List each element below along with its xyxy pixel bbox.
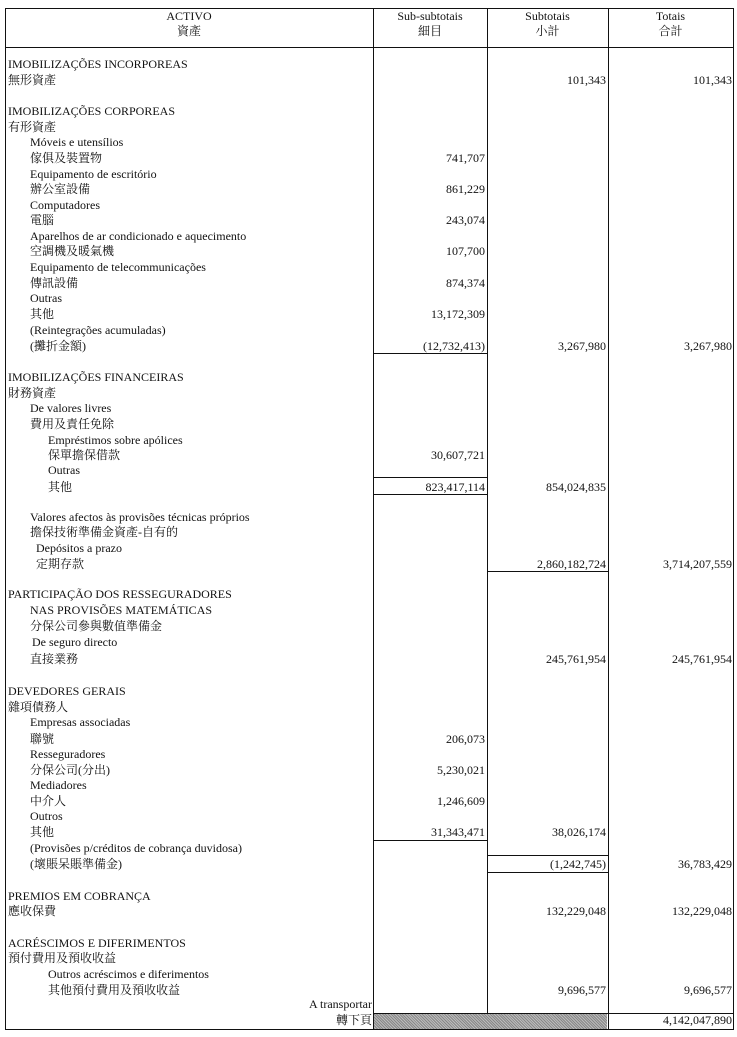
carry-forward-total: 4,142,047,890: [663, 1013, 732, 1027]
row-label: 預付費用及預收收益: [8, 951, 117, 965]
total-value: 245,761,954: [672, 652, 732, 666]
sum-rule: [373, 840, 487, 841]
subtotal-value: 245,761,954: [546, 652, 606, 666]
row-label: (Reintegrações acumuladas): [30, 323, 166, 337]
row-label: Depósitos a prazo: [36, 541, 122, 555]
row-label: 費用及責任免除: [30, 417, 115, 431]
row-label: 傢俱及裝置物: [30, 151, 103, 165]
header-sub-subtotais-zh: 細目: [417, 24, 442, 38]
row-label: De seguro directo: [32, 635, 118, 649]
row-label: Empresas associadas: [30, 715, 131, 729]
header-totais-zh: 合計: [658, 24, 683, 38]
header-subtotais-zh: 小計: [535, 24, 560, 38]
row-label: Outros: [30, 809, 63, 823]
table-border-left: [5, 8, 6, 1029]
column-divider: [373, 8, 374, 1029]
header-activo-zh: 資產: [176, 24, 201, 38]
sub-subtotal-value: 13,172,309: [431, 307, 485, 321]
sub-subtotal-value: 206,073: [446, 732, 485, 746]
row-label: 電腦: [30, 213, 55, 227]
header-totais: [608, 9, 733, 39]
row-label: (Provisões p/créditos de cobrança duvidosa): [30, 841, 242, 855]
header-activo: [5, 9, 373, 39]
row-label: (壞賬呆賬準備金): [30, 857, 122, 871]
column-divider: [487, 8, 488, 1029]
row-label: IMOBILIZAÇÕES FINANCEIRAS: [8, 370, 184, 384]
subtotal-value: 854,024,835: [546, 480, 606, 494]
sum-rule: [373, 477, 487, 478]
subtotal-value: 2,860,182,724: [537, 557, 606, 571]
sub-subtotal-value: 741,707: [446, 151, 485, 165]
row-label: Resseguradores: [30, 747, 106, 761]
sub-subtotal-value: 31,343,471: [431, 825, 485, 839]
row-label: Equipamento de telecommunicações: [30, 260, 206, 274]
row-label: (攤折金額): [30, 339, 86, 353]
sub-subtotal-value: 5,230,021: [437, 763, 485, 777]
total-value: 9,696,577: [684, 983, 732, 997]
row-label: 應收保費: [8, 904, 57, 918]
sub-subtotal-value: (12,732,413): [423, 339, 485, 353]
row-label: NAS PROVISÕES MATEMÁTICAS: [30, 603, 213, 617]
table-border-right: [733, 8, 734, 1029]
row-label: 聯號: [30, 732, 55, 746]
row-label: De valores livres: [30, 401, 112, 415]
row-label: PARTICIPAÇÃO DOS RESSEGURADORES: [8, 587, 232, 601]
row-label: 分保公司參與數值準備金: [30, 619, 163, 633]
subtotal-value: 3,267,980: [558, 339, 606, 353]
sub-subtotal-value: 874,374: [446, 276, 485, 290]
row-label: 財務資產: [8, 386, 57, 400]
row-label: IMOBILIZAÇÕES INCORPOREAS: [8, 57, 188, 71]
sub-subtotal-value: 823,417,114: [425, 480, 485, 494]
row-label: 中介人: [30, 794, 67, 808]
total-value: 3,714,207,559: [663, 557, 732, 571]
subtotal-value: (1,242,745): [550, 857, 606, 871]
row-label: 定期存款: [36, 557, 85, 571]
sub-subtotal-value: 243,074: [446, 213, 485, 227]
subtotal-value: 101,343: [567, 73, 606, 87]
sub-subtotal-value: 107,700: [446, 244, 485, 258]
subtotal-value: 38,026,174: [552, 825, 606, 839]
row-label: 雜項債務人: [8, 700, 69, 714]
row-label: 分保公司(分出): [30, 763, 110, 777]
a-transportar-label-zh: 轉下頁: [335, 1013, 372, 1027]
column-divider: [608, 8, 609, 1029]
total-value: 101,343: [693, 73, 732, 87]
row-label: 其他: [30, 307, 55, 321]
row-label: 傳訊設備: [30, 276, 79, 290]
sum-rule: [487, 872, 608, 873]
row-label: IMOBILIZAÇÕES CORPOREAS: [8, 104, 176, 118]
header-subtotais: [487, 9, 608, 39]
a-transportar-label: A transportar: [309, 997, 372, 1011]
shaded-cell: [374, 1014, 607, 1029]
row-label: 直接業務: [30, 652, 79, 666]
row-label: Outras: [30, 291, 62, 305]
row-label: 擔保技術準備金資產-自有的: [30, 525, 178, 539]
row-label: Empréstimos sobre apólices: [48, 433, 183, 447]
row-label: Móveis e utensílios: [30, 135, 124, 149]
subtotal-value: 9,696,577: [558, 983, 606, 997]
total-value: 36,783,429: [678, 857, 732, 871]
header-totais-pt: Totais: [655, 9, 686, 23]
sum-rule: [487, 855, 608, 856]
row-label: 其他: [48, 480, 73, 494]
sub-subtotal-value: 30,607,721: [431, 448, 485, 462]
header-activo-pt: ACTIVO: [166, 9, 212, 23]
row-label: PREMIOS EM COBRANÇA: [8, 889, 151, 903]
header-sub-subtotais: [373, 9, 487, 39]
row-label: ACRÉSCIMOS E DIFERIMENTOS: [8, 936, 186, 950]
row-label: 無形資產: [8, 73, 57, 87]
row-label: 其他: [30, 825, 55, 839]
row-label: Aparelhos de ar condicionado e aquecimento: [30, 229, 247, 243]
row-label: 空調機及暖氣機: [30, 244, 115, 258]
sub-subtotal-value: 1,246,609: [437, 794, 485, 808]
row-label: 辦公室設備: [30, 182, 91, 196]
row-label: Mediadores: [30, 778, 87, 792]
total-value: 132,229,048: [672, 904, 732, 918]
row-label: Equipamento de escritório: [30, 167, 157, 181]
row-label: Outras: [48, 463, 80, 477]
row-label: 其他預付費用及預收收益: [48, 983, 181, 997]
header-subtotais-pt: Subtotais: [525, 9, 570, 23]
header-divider: [5, 47, 734, 48]
subtotal-value: 132,229,048: [546, 904, 606, 918]
row-label: DEVEDORES GERAIS: [8, 684, 126, 698]
row-label: 保單擔保借款: [48, 448, 121, 462]
row-label: Computadores: [30, 198, 100, 212]
sub-subtotal-value: 861,229: [446, 182, 485, 196]
row-label: 有形資產: [8, 120, 57, 134]
total-value: 3,267,980: [684, 339, 732, 353]
row-label: Outros acréscimos e diferimentos: [48, 967, 209, 981]
table-border-bottom: [5, 1029, 734, 1030]
header-sub-subtotais-pt: Sub-subtotais: [397, 9, 463, 23]
row-label: Valores afectos às provisões técnicas próprios: [30, 510, 250, 524]
